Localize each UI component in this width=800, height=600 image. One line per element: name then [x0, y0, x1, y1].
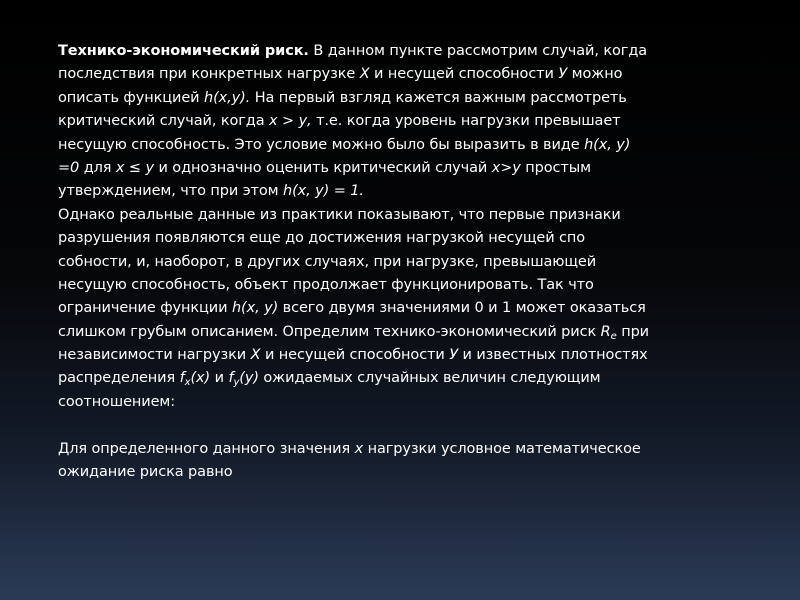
- formula-run: У: [558, 66, 568, 83]
- formula-run: X: [359, 66, 370, 83]
- slide-text: [58, 40, 758, 484]
- text-run: последствия при конкретных нагрузке: [58, 66, 360, 83]
- text-run: и несущей способности: [369, 66, 559, 83]
- text-run: На первый взгляд кажется важным рассмотреть: [250, 89, 627, 106]
- formula-run: х ≤ у: [115, 159, 154, 176]
- text-run: Однако реальные данные из практики показывают, что первые признаки: [58, 206, 621, 223]
- text-run: и однозначно оценить критический случай: [153, 159, 492, 176]
- text-line: [58, 367, 758, 390]
- text-run: описать функцией: [58, 89, 204, 106]
- formula-run: (у): [239, 370, 259, 387]
- text-run: т.е. когда уровень нагрузки превышает: [311, 113, 621, 130]
- text-line: [58, 227, 758, 250]
- formula-run: X: [250, 347, 261, 364]
- text-line: [58, 391, 758, 414]
- formula-run: У: [449, 347, 459, 364]
- formula-run: h(x, у) = 1.: [283, 183, 364, 200]
- formula-subscript: e: [610, 330, 617, 342]
- text-run: распределения: [58, 370, 180, 387]
- text-run: нагрузки условное математическое: [363, 440, 641, 457]
- text-line: [58, 251, 758, 274]
- formula-run: х: [354, 440, 364, 457]
- text-run: независимости нагрузки: [58, 347, 251, 364]
- text-run: и известных плотностях: [458, 347, 648, 364]
- text-line: [58, 110, 758, 133]
- text-run: Для определенного данного значения: [58, 440, 355, 457]
- formula-subscript: y: [233, 377, 240, 389]
- formula-run: h(x, у): [231, 300, 279, 317]
- text-run: несущую способность. Это условие можно было бы выразить в виде: [58, 136, 585, 153]
- text-line: [58, 40, 758, 63]
- text-line: [58, 274, 758, 297]
- text-run: ожидаемых случайных величин следующим: [258, 370, 601, 387]
- text-line: [58, 157, 758, 180]
- text-run: ограничение функции: [58, 300, 232, 317]
- text-line: [58, 63, 758, 86]
- formula-run: х>у: [491, 159, 521, 176]
- text-run: можно: [567, 66, 623, 83]
- text-run: В данном пункте рассмотрим случай, когда: [308, 43, 648, 59]
- text-run: ожидание риска равно: [58, 464, 233, 481]
- text-run: для: [79, 159, 116, 176]
- formula-subscript: x: [184, 377, 191, 389]
- text-line: [58, 134, 758, 157]
- formula-run: =0: [58, 159, 80, 176]
- text-run: и: [210, 370, 229, 387]
- text-run: всего двумя значениями 0 и 1 может оказаться: [278, 300, 646, 317]
- text-run: соотношением:: [58, 393, 176, 410]
- formula-run: f: [228, 370, 234, 387]
- formula-run: х > у,: [269, 113, 312, 130]
- text-run: утверждением, что при этом: [58, 183, 284, 200]
- text-run: собности, и, наоборот, в других случаях, при нагрузке, превышающей: [58, 253, 597, 270]
- formula-run: f: [179, 370, 185, 387]
- text-line: [58, 87, 758, 110]
- text-line: [58, 438, 758, 461]
- text-run: и несущей способности: [260, 347, 450, 364]
- text-line: [58, 321, 758, 344]
- text-line: [58, 180, 758, 203]
- text-run: простым: [520, 159, 591, 176]
- formula-run: h(x,y).: [204, 89, 251, 106]
- paragraph-spacer: [58, 414, 758, 437]
- text-run: разрушения появляются еще до достижения нагрузкой несущей спо: [58, 230, 586, 247]
- text-line: [58, 204, 758, 227]
- text-run: слишком грубым описанием. Определим технико-экономический риск: [58, 323, 601, 340]
- text-line: [58, 461, 758, 484]
- text-run: при: [616, 323, 650, 340]
- section-heading: Технико-экономический риск.: [58, 43, 309, 59]
- text-run: несущую способность, объект продолжает функционировать. Так что: [58, 276, 594, 293]
- text-line: [58, 344, 758, 367]
- formula-run: h(x, у): [584, 136, 631, 153]
- formula-run: R: [600, 323, 611, 340]
- text-run: критический случай, когда: [58, 113, 270, 130]
- formula-run: (x): [190, 370, 211, 387]
- text-line: [58, 297, 758, 320]
